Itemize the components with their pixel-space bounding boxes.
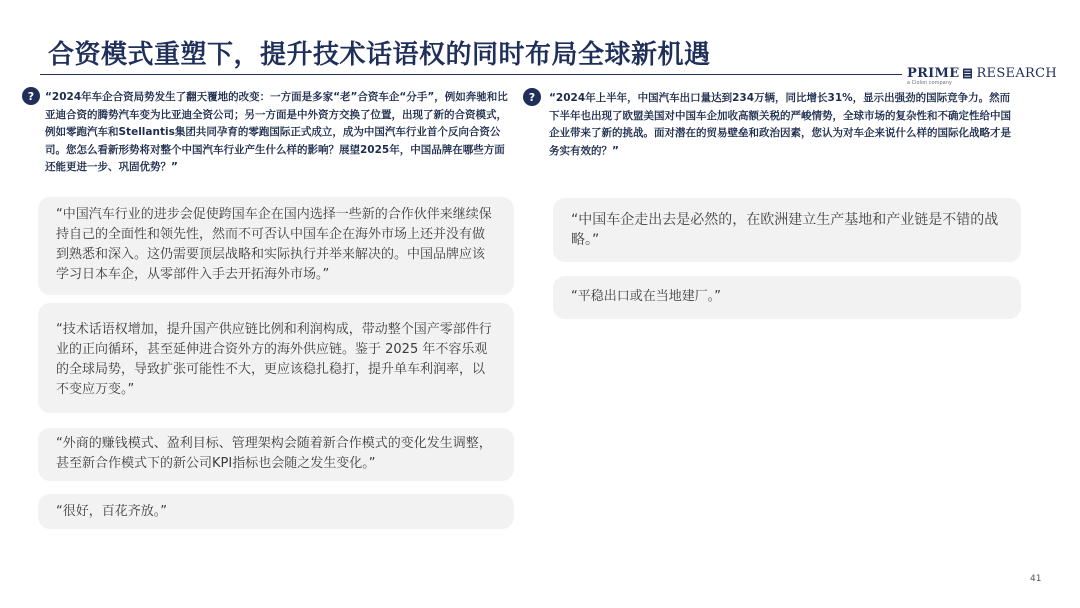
title-divider xyxy=(40,74,902,75)
left-answer-4: “很好，百花齐放。” xyxy=(38,494,514,529)
right-question: “2024年上半年，中国汽车出口量达到234万辆，同比增长31%，显示出强劲的国际竞争力。然而下半年也出现了欧盟美国对中国车企加收高额关税的严峻情势，全球市场的复杂性和不确定性给中国企业带来了新的挑战。面对潜在的贸易壁垒和政治因素，您认为对车企来说什么样的国际化战略才是务实有效的？” xyxy=(549,92,1011,157)
logo-word-prime: PRIME xyxy=(907,66,960,81)
left-answer-3: “外商的赚钱模式、盈利目标、管理架构会随着新合作模式的变化发生调整，甚至新合作模式下的新公司KPI指标也会随之发生变化。” xyxy=(38,428,514,481)
left-answer-1: “中国汽车行业的进步会促使跨国车企在国内选择一些新的合作伙伴来继续保持自己的全面性和领先性，然而不可否认中国车企在海外市场上还并没有做到熟悉和深入。这仍需要顶层战略和实际执行并举来解决的。中国品牌应该学习日本车企，从零部件入手去开拓海外市场。” xyxy=(38,197,514,295)
company-logo xyxy=(907,66,1057,92)
right-answer-1: “中国车企走出去是必然的，在欧洲建立生产基地和产业链是不错的战略。” xyxy=(553,198,1021,262)
logo-word-research: RESEARCH xyxy=(976,66,1057,81)
right-answer-2: “平稳出口或在当地建厂。” xyxy=(553,276,1021,319)
question-icon: ? xyxy=(22,87,40,105)
left-question: “2024年车企合资局势发生了翻天覆地的改变：一方面是多家“老”合资车企“分手”，例如奔驰和比亚迪合资的腾势汽车变为比亚迪全资公司；另一方面是中外资方交换了位置，出现了新的合资模式，例如零跑汽车和Stellantis集团共同孕育的零跑国际正式成立，成为中国汽车行业首个反向合资公司。您怎么看新形势将对整个中国汽车行业产生什么样的影响？展望2025年，中国品牌在哪些方面还能更进一步、巩固优势？” xyxy=(45,91,508,173)
page-title: 合资模式重塑下，提升技术话语权的同时布局全球新机遇 xyxy=(48,40,711,70)
question-icon: ? xyxy=(523,88,541,106)
logo-mark-icon xyxy=(963,68,972,79)
left-answer-2: “技术话语权增加，提升国产供应链比例和利润构成，带动整个国产零部件行业的正向循环，甚至延伸进合资外方的海外供应链。鉴于 2025 年不容乐观的全球局势，导致扩张可能性不大，更应该稳扎稳打，提升单车利润率，以不变应万变。” xyxy=(38,303,514,413)
logo-subtitle: a Ciolon company xyxy=(907,80,952,86)
page-number: 41 xyxy=(1030,574,1042,584)
